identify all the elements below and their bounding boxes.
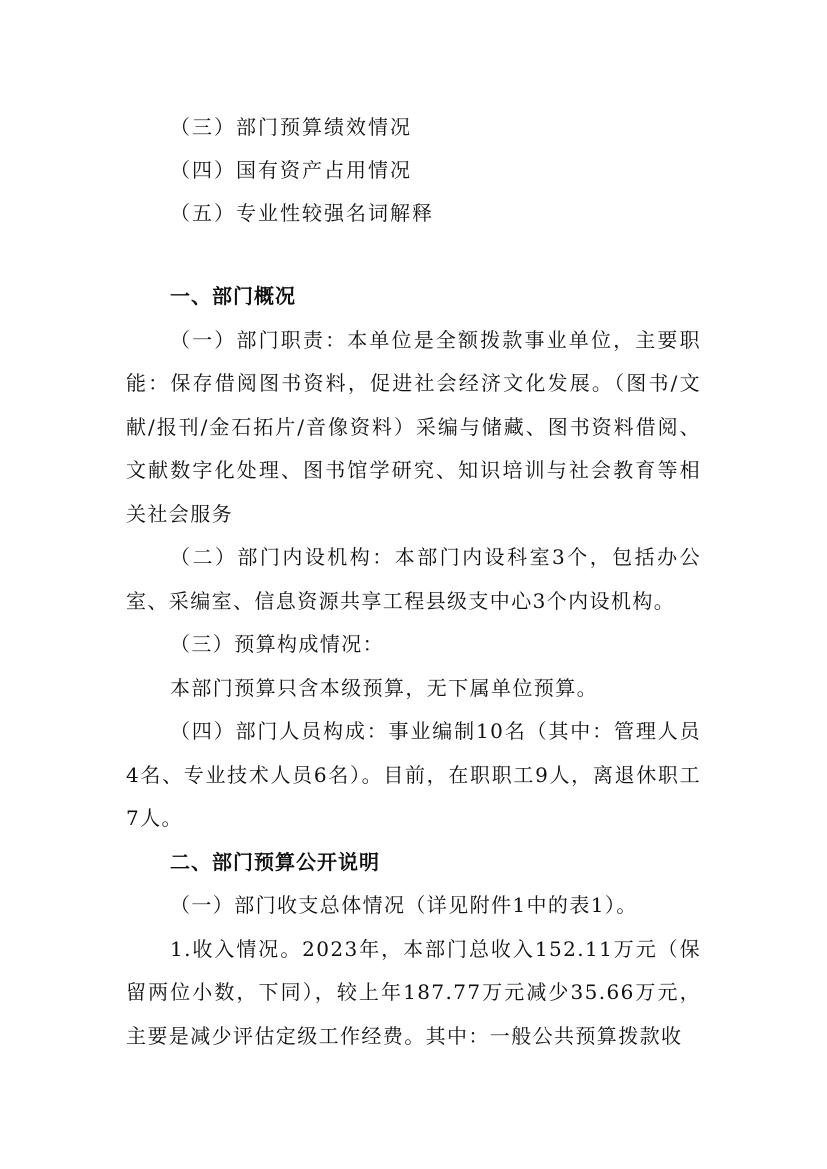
document-body	[126, 275, 701, 1058]
toc-item-glossary: （五）专业性较强名词解释	[170, 201, 434, 225]
paragraph-duties: （一）部门职责：本单位是全额拨款事业单位，主要职能：保存借阅图书资料，促进社会经济文化发展。（图书/文献/报刊/金石拓片/音像资料）采编与储藏、图书资料借阅、文献数字化处理、图书馆学研究、知识培训与社会教育等相关社会服务	[126, 327, 701, 526]
section-heading-budget: 二、部门预算公开说明	[170, 849, 380, 874]
paragraph-personnel: （四）部门人员构成：事业编制10名（其中：管理人员4名、专业技术人员6名）。目前，在职职工9人，离退休职工7人。	[126, 719, 701, 830]
toc-item-assets: （四）国有资产占用情况	[170, 158, 412, 182]
paragraph-budget-text: 本部门预算只含本级预算，无下属单位预算。	[170, 675, 598, 700]
paragraph-overall: （一）部门收支总体情况（详见附件1中的表1）。	[170, 893, 638, 917]
paragraph-income: 1.收入情况。2023年，本部门总收入152.11万元（保留两位小数，下同），较上年187.77万元减少35.66万元，主要是减少评估定级工作经费。其中：一般公共预算拨款收	[126, 936, 701, 1048]
table-of-contents	[170, 106, 434, 235]
section-heading-overview: 一、部门概况	[170, 284, 296, 308]
toc-item-performance: （三）部门预算绩效情况	[170, 115, 412, 139]
paragraph-budget-title: （三）预算构成情况：	[170, 632, 384, 656]
paragraph-institutions: （二）部门内设机构：本部门内设科室3个，包括办公室、采编室、信息资源共享工程县级支中心3个内设机构。	[126, 545, 701, 613]
